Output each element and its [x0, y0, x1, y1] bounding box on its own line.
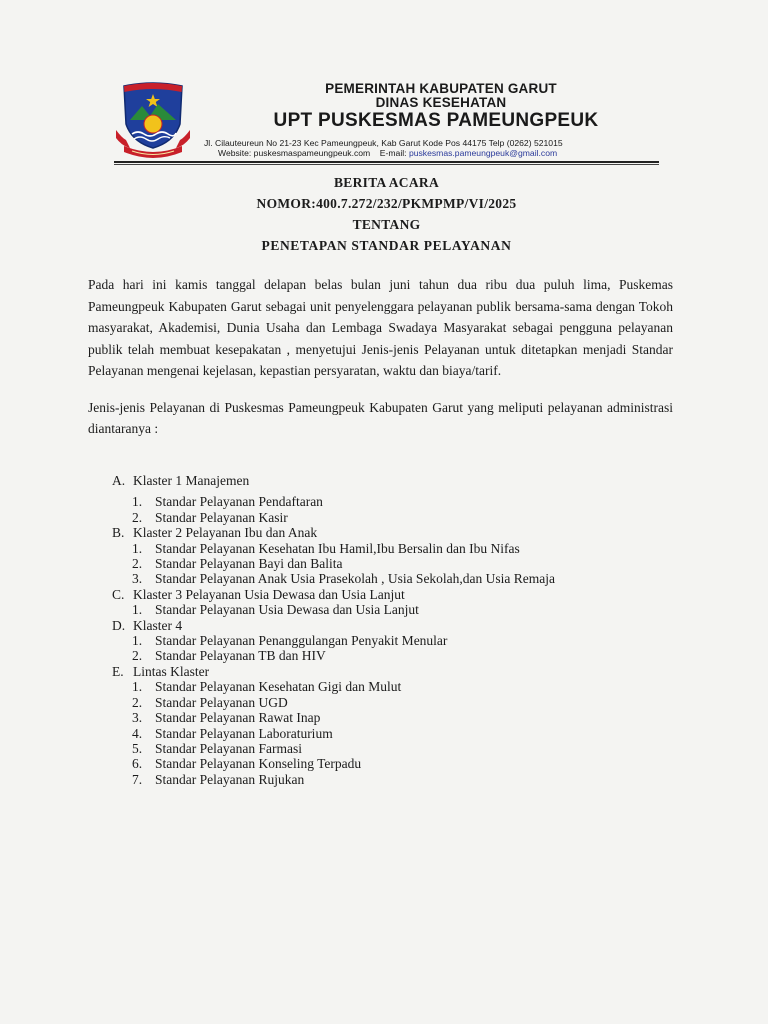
list-item-number: 2. — [132, 509, 143, 525]
cluster-block — [112, 664, 672, 787]
list-item-text: Standar Pelayanan Farmasi — [155, 740, 302, 756]
document-title-block — [114, 172, 659, 256]
cluster-title-text: Klaster 2 Pelayanan Ibu dan Anak — [133, 525, 318, 541]
list-item — [112, 510, 672, 525]
list-item-text: Standar Pelayanan TB dan HIV — [155, 648, 326, 664]
document-about: TENTANG — [352, 217, 421, 232]
cluster-item-list — [112, 602, 672, 617]
list-item — [112, 679, 672, 694]
list-item-text: Standar Pelayanan Rawat Inap — [155, 710, 321, 726]
list-item — [112, 756, 672, 771]
list-item-number: 3. — [132, 571, 143, 587]
list-item — [112, 571, 672, 586]
cluster-title-text: Klaster 3 Pelayanan Usia Dewasa dan Usia Lanjut — [133, 586, 405, 602]
cluster-block — [112, 473, 672, 525]
garut-regency-emblem-icon — [114, 78, 192, 160]
cluster-block — [112, 525, 672, 587]
document-subject: PENETAPAN STANDAR PELAYANAN — [261, 238, 512, 253]
list-item-text: Standar Pelayanan Usia Dewasa dan Usia Lanjut — [155, 602, 419, 618]
paragraph-services-intro: Jenis-jenis Pelayanan di Puskesmas Pameungpeuk Kabupaten Garut yang meliputi pelayanan administrasi diantaranya : — [88, 399, 673, 436]
list-item-text: Standar Pelayanan Konseling Terpadu — [155, 756, 362, 772]
list-item — [112, 772, 672, 787]
cluster-title — [112, 473, 672, 488]
cluster-title-text: Klaster 1 Manajemen — [133, 473, 250, 488]
list-item — [112, 633, 672, 648]
service-cluster-list — [112, 473, 672, 787]
list-item-text: Standar Pelayanan Rujukan — [155, 771, 305, 787]
email-address: puskesmas.pameungpeuk@gmail.com — [408, 148, 558, 158]
list-item — [112, 648, 672, 663]
list-item-text: Standar Pelayanan Bayi dan Balita — [155, 556, 343, 572]
list-item-number: 1. — [132, 679, 143, 695]
list-item-number: 1. — [132, 540, 143, 556]
cluster-letter: B. — [112, 525, 125, 541]
list-item-text: Standar Pelayanan Kesehatan Gigi dan Mulut — [155, 679, 402, 695]
document-number: NOMOR:400.7.272/232/PKMPMP/VI/2025 — [256, 196, 517, 211]
cluster-letter: D. — [112, 617, 126, 633]
list-item — [112, 556, 672, 571]
letterhead-divider-thin — [114, 164, 659, 165]
list-item-number: 3. — [132, 710, 143, 726]
list-item — [112, 710, 672, 725]
list-item-number: 7. — [132, 771, 143, 787]
cluster-title — [112, 525, 672, 540]
cluster-item-list — [112, 633, 672, 664]
document-heading: BERITA ACARA — [334, 175, 439, 190]
institution-name: UPT PUSKESMAS PAMEUNGPEUK — [273, 110, 599, 131]
document-body — [88, 274, 673, 440]
list-item — [112, 695, 672, 710]
government-name: PEMERINTAH KABUPATEN GARUT — [325, 81, 557, 96]
list-item-text: Standar Pelayanan Kasir — [155, 509, 288, 525]
list-item-text: Standar Pelayanan Laboraturium — [155, 725, 333, 741]
list-item — [112, 494, 672, 509]
list-item-number: 6. — [132, 756, 143, 772]
cluster-title-text: Klaster 4 — [133, 617, 183, 633]
list-item-number: 1. — [132, 633, 143, 649]
letterhead-divider — [114, 161, 659, 163]
website-label: Website: puskesmaspameungpeuk.com — [218, 148, 371, 158]
list-item-text: Standar Pelayanan Anak Usia Prasekolah , Usia Sekolah,dan Usia Remaja — [155, 571, 556, 587]
cluster-item-list — [112, 541, 672, 587]
institution-address: Jl. Cilauteureun No 21-23 Kec Pameungpeuk, Kab Garut Kode Pos 44175 Telp (0262) 521015 — [204, 138, 563, 148]
cluster-item-list — [112, 679, 672, 787]
cluster-block — [112, 587, 672, 618]
email-label: E-mail: — [379, 148, 407, 158]
list-item — [112, 602, 672, 617]
list-item — [112, 741, 672, 756]
cluster-letter: E. — [112, 663, 124, 679]
cluster-letter: A. — [112, 473, 126, 488]
list-item-number: 1. — [132, 494, 143, 510]
department-name: DINAS KESEHATAN — [375, 95, 507, 110]
institution-contact — [204, 148, 664, 158]
list-item-number: 2. — [132, 694, 143, 710]
cluster-block — [112, 618, 672, 664]
cluster-title — [112, 664, 672, 679]
list-item-number: 5. — [132, 740, 143, 756]
list-item-number: 2. — [132, 556, 143, 572]
list-item-number: 1. — [132, 602, 143, 618]
list-item-text: Standar Pelayanan Kesehatan Ibu Hamil,Ibu Bersalin dan Ibu Nifas — [155, 540, 520, 556]
cluster-letter: C. — [112, 586, 125, 602]
letterhead — [204, 82, 664, 158]
list-item-text: Standar Pelayanan Pendaftaran — [155, 494, 323, 510]
list-item — [112, 726, 672, 741]
list-item-text: Standar Pelayanan UGD — [155, 694, 288, 710]
list-item — [112, 541, 672, 556]
cluster-item-list — [112, 494, 672, 525]
cluster-title-text: Lintas Klaster — [133, 663, 210, 679]
cluster-title — [112, 587, 672, 602]
paragraph-opening: Pada hari ini kamis tanggal delapan belas bulan juni tahun dua ribu dua puluh lima, Puskemas Pameungpeuk Kabupaten Garut sebagai unit penyelenggara pelayanan publik bersama-sama dengan Tokoh masyarakat, Akademisi, Dunia Usaha dan Lembaga Swadaya Masyarakat sebagai pengguna pelayanan publik telah membuat kesepakatan , menyetujui Jenis-jenis Pelayanan untuk ditetapkan menjadi Standar Pelayanan mengenai kejelasan, kepastian persyaratan, waktu dan biaya/tarif. — [88, 277, 673, 378]
list-item-text: Standar Pelayanan Penanggulangan Penyakit Menular — [155, 633, 448, 649]
cluster-title — [112, 618, 672, 633]
list-item-number: 2. — [132, 648, 143, 664]
list-item-number: 4. — [132, 725, 143, 741]
